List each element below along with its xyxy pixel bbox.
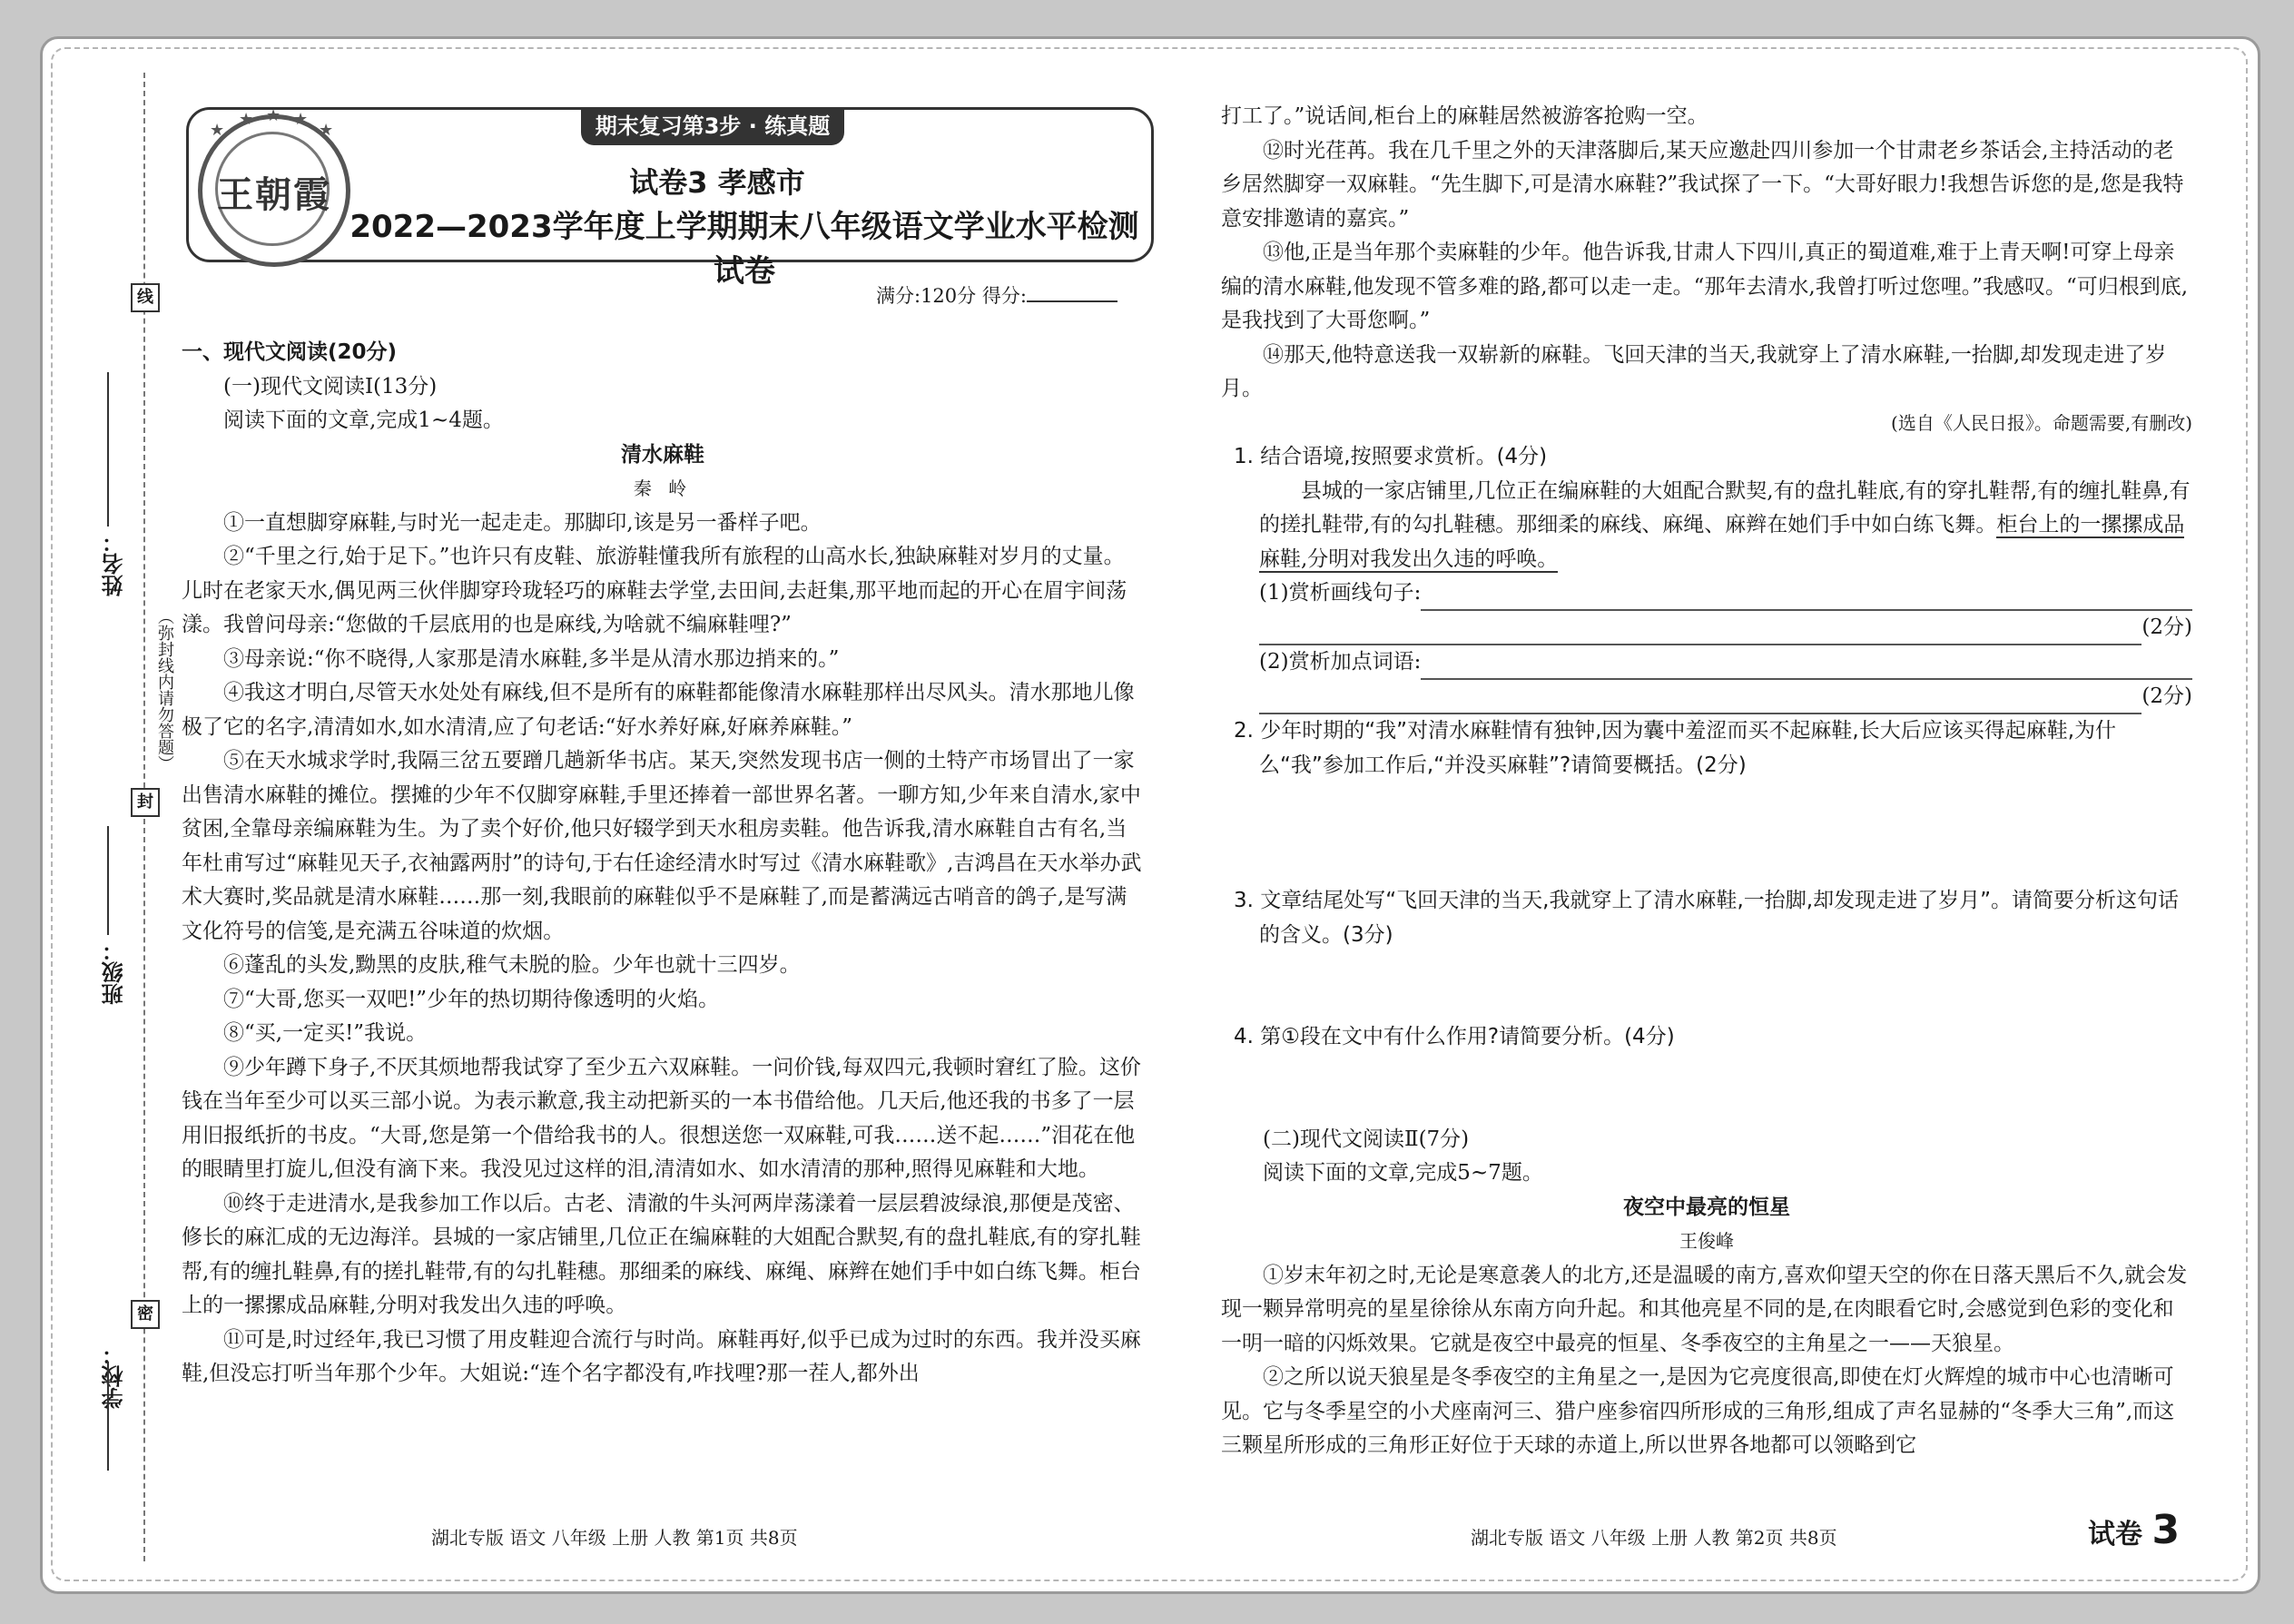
- article-2-author: 王俊峰: [1679, 1230, 1734, 1252]
- paragraph: ⑧“买,一定买!”我说。: [223, 1021, 428, 1045]
- answer-space-4[interactable]: [1221, 1055, 2192, 1123]
- name-field[interactable]: [107, 372, 109, 527]
- paragraph: ⑫时光荏苒。我在几千里之外的天津落脚后,某天应邀赴四川参加一个甘肃老乡茶话会,主持活动的老乡居然脚穿一双麻鞋。“先生脚下,可是清水麻鞋?”我试探了一下。“大哥好眼力!我想告诉您的是,您是我特意安排邀请的嘉宾。”: [1221, 138, 2184, 231]
- sub-section-1: (一)现代文阅读Ⅰ(13分): [223, 374, 438, 399]
- paper-number-badge: 试卷 3: [2088, 1507, 2181, 1553]
- answer-1-1: (1)赏析画线句子:: [1221, 576, 2192, 611]
- score-info: 满分:120分 得分:: [876, 281, 1117, 309]
- paper-title: 试卷3 孝感市: [629, 165, 805, 200]
- answer-line[interactable]: [1259, 680, 2141, 714]
- section-1-heading: 一、现代文阅读(20分): [182, 340, 398, 364]
- paragraph: 打工了。”说话间,柜台上的麻鞋居然被游客抢购一空。: [1221, 104, 1708, 128]
- school-field[interactable]: [107, 1362, 109, 1471]
- paragraph: ⑨少年蹲下身子,不厌其烦地帮我试穿了至少五六双麻鞋。一问价钱,每双四元,我顿时窘红了脸。这价钱在当年至少可以买三部小说。为表示歉意,我主动把新买的一本书借给他。几天后,他还我的书多了一层用旧报纸折的书皮。“大哥,您是第一个借给我书的人。很想送您一双麻鞋,可我……送不起……”泪花在他的眼睛里打旋儿,但没有滴下来。我没见过这样的泪,清清如水、如水清清的那种,照得见麻鞋和大地。: [182, 1055, 1141, 1181]
- answer-1-2b: (2分): [1221, 680, 2192, 714]
- right-column: [1221, 100, 2192, 1463]
- instruction-1: 阅读下面的文章,完成1~4题。: [223, 408, 504, 432]
- article-title: 清水麻鞋: [621, 442, 704, 467]
- brand-logo: ★ ★ ★ ★ ★ 王朝霞: [198, 114, 350, 267]
- seal-box-seal: 封: [131, 788, 160, 817]
- paragraph: ⑥蓬乱的头发,黝黑的皮肤,稚气未脱的脸。少年也就十三四岁。: [223, 953, 801, 977]
- paragraph: ④我这才明白,尽管天水处处有麻线,但不是所有的麻鞋都能像清水麻鞋那样出尽风头。清水那地儿像极了它的名字,清清如水,如水清清,应了句老话:“好水养好麻,好麻养麻鞋。”: [182, 681, 1135, 739]
- seal-box-secret: 密: [131, 1300, 160, 1329]
- question-1: 1. 结合语境,按照要求赏析。(4分): [1234, 445, 1548, 468]
- answer-space-2[interactable]: [1221, 782, 2192, 884]
- school-label: 学校：: [102, 1343, 127, 1409]
- article-author: 秦 岭: [633, 477, 693, 499]
- answer-1-2: (2)赏析加点词语:: [1221, 645, 2192, 680]
- question-4: 4. 第①段在文中有什么作用?请简要分析。(4分): [1234, 1025, 1675, 1048]
- paragraph: ⑤在天水城求学时,我隔三岔五要蹭几趟新华书店。某天,突然发现书店一侧的土特产市场冒出了一家出售清水麻鞋的摊位。摆摊的少年不仅脚穿麻鞋,手里还捧着一部世界名著。一聊方知,少年来自清水,家中贫困,全靠母亲编麻鞋为生。为了卖个好价,他只好辍学到天水租房卖鞋。他告诉我,清水麻鞋自古有名,当年杜甫写过“麻鞋见天子,衣袖露两肘”的诗句,于右任途经清水时写过《清水麻鞋歌》,吉鸿昌在天水举办武术大赛时,奖品就是清水麻鞋……那一刻,我眼前的麻鞋似乎不是麻鞋了,而是蓄满远古哨音的鸽子,是写满文化符号的信笺,是充满五谷味道的炊烟。: [182, 749, 1142, 943]
- sub-section-2: (二)现代文阅读Ⅱ(7分): [1263, 1127, 1470, 1151]
- instruction-2: 阅读下面的文章,完成5~7题。: [1263, 1161, 1543, 1185]
- footer-right: 湖北专版 语文 八年级 上册 人教 第2页 共8页: [1471, 1527, 1837, 1549]
- review-step-tab: 期末复习第3步 · 练真题: [581, 107, 844, 145]
- seal-box-line: 线: [131, 283, 160, 312]
- paper-subtitle: 2022—2023学年度上学期期末八年级语文学业水平检测试卷: [350, 209, 1139, 290]
- paragraph: ⑬他,正是当年那个卖麻鞋的少年。他告诉我,甘肃人下四川,真正的蜀道难,难于上青天啊!可穿上母亲编的清水麻鞋,他发现不管多难的路,都可以走一走。“那年去清水,我曾打听过您哩。”我感叹。“可归根到底,是我找到了大哥您啊。”: [1221, 241, 2189, 332]
- underlined-sentence: 柜台上的一摞摞成品麻鞋,分明对我发出久违的呼唤。: [1259, 513, 2185, 571]
- answer-line[interactable]: [1421, 645, 2192, 680]
- question-1-quote: 县城的一家店铺里,几位正在编麻鞋的大姐配合默契,有的盘扎鞋底,有的穿扎鞋帮,有的缠扎鞋鼻,有的搓扎鞋带,有的勾扎鞋穗。那细柔的麻线、麻绳、麻辫在她们手中如白练飞舞。柜台上的一摞摞成品麻鞋,分明对我发出久违的呼唤。: [1259, 478, 2191, 571]
- binding-strip: [91, 73, 172, 1561]
- class-field[interactable]: [107, 826, 109, 935]
- paragraph: ②“千里之行,始于足下。”也许只有皮鞋、旅游鞋懂我所有旅程的山高水长,独缺麻鞋对岁月的丈量。儿时在老家天水,偶见两三伙伴脚穿玲珑轻巧的麻鞋去学堂,去田间,去赶集,那平地而起的开心在眉宇间荡漾。我曾问母亲:“您做的千层底用的也是麻线,为啥就不编麻鞋哩?”: [182, 545, 1127, 636]
- answer-line[interactable]: [1421, 576, 2192, 611]
- left-column: [182, 336, 1144, 1392]
- answer-line[interactable]: [1259, 611, 2141, 645]
- class-label: 班级：: [102, 940, 127, 1005]
- question-3: 3. 文章结尾处写“飞回天津的当天,我就穿上了清水麻鞋,一抬脚,却发现走进了岁月”。请简要分析这句话的含义。(3分): [1234, 889, 2180, 947]
- paragraph: ①岁末年初之时,无论是寒意袭人的北方,还是温暖的南方,喜欢仰望天空的你在日落天黑后不久,就会发现一颗异常明亮的星星徐徐从东南方向升起。和其他亮星不同的是,在肉眼看它时,会感觉到色彩的变化和一明一暗的闪烁效果。它就是夜空中最亮的恒星、冬季夜空的主角星之一——天狼星。: [1221, 1263, 2188, 1355]
- seal-note: （弥封线内请勿答题）: [155, 608, 174, 772]
- paragraph: ⑩终于走进清水,是我参加工作以后。古老、清澈的牛头河两岸荡漾着一层层碧波绿浪,那便是茂密、修长的麻汇成的无边海洋。县城的一家店铺里,几位正在编麻鞋的大姐配合默契,有的盘扎鞋底,有的穿扎鞋帮,有的缠扎鞋鼻,有的搓扎鞋带,有的勾扎鞋穗。那细柔的麻线、麻绳、麻辫在她们手中如白练飞舞。柜台上的一摞摞成品麻鞋,分明对我发出久违的呼唤。: [182, 1191, 1141, 1317]
- article-2-title: 夜空中最亮的恒星: [1623, 1195, 1790, 1219]
- answer-space-3[interactable]: [1221, 952, 2192, 1020]
- paragraph: ⑭那天,他特意送我一双崭新的麻鞋。飞回天津的当天,我就穿上了清水麻鞋,一抬脚,却发现走进了岁月。: [1221, 342, 2167, 400]
- paragraph: ⑪可是,时过经年,我已习惯了用皮鞋迎合流行与时尚。麻鞋再好,似乎已成为过时的东西。我并没买麻鞋,但没忘打听当年那个少年。大姐说:“连个名字都没有,咋找哩?那一茬人,都外出: [182, 1327, 1141, 1385]
- paragraph: ③母亲说:“你不晓得,人家那是清水麻鞋,多半是从清水那边捎来的。”: [223, 646, 840, 671]
- answer-1-1b: (2分): [1221, 611, 2192, 645]
- paragraph: ①一直想脚穿麻鞋,与时光一起走走。那脚印,该是另一番样子吧。: [223, 510, 822, 535]
- question-2: 2. 少年时期的“我”对清水麻鞋情有独钟,因为囊中羞涩而买不起麻鞋,长大后应该买得起麻鞋,为什么“我”参加工作后,“并没买麻鞋”?请简要概括。(2分): [1234, 719, 2117, 777]
- article-source: (选自《人民日报》。命题需要,有删改): [1891, 411, 2192, 434]
- paragraph: ⑦“大哥,您买一双吧!”少年的热切期待像透明的火焰。: [223, 987, 720, 1011]
- name-label: 姓名：: [102, 531, 127, 596]
- footer-left: 湖北专版 语文 八年级 上册 人教 第1页 共8页: [431, 1527, 798, 1549]
- paragraph: ②之所以说天狼星是冬季夜空的主角星之一,是因为它亮度很高,即使在灯火辉煌的城市中心也清晰可见。它与冬季星空的小犬座南河三、猎户座参宿四所形成的三角形,组成了声名显赫的“冬季大三角”,而这三颗星所形成的三角形正好位于天球的赤道上,所以世界各地都可以领略到它: [1221, 1365, 2175, 1457]
